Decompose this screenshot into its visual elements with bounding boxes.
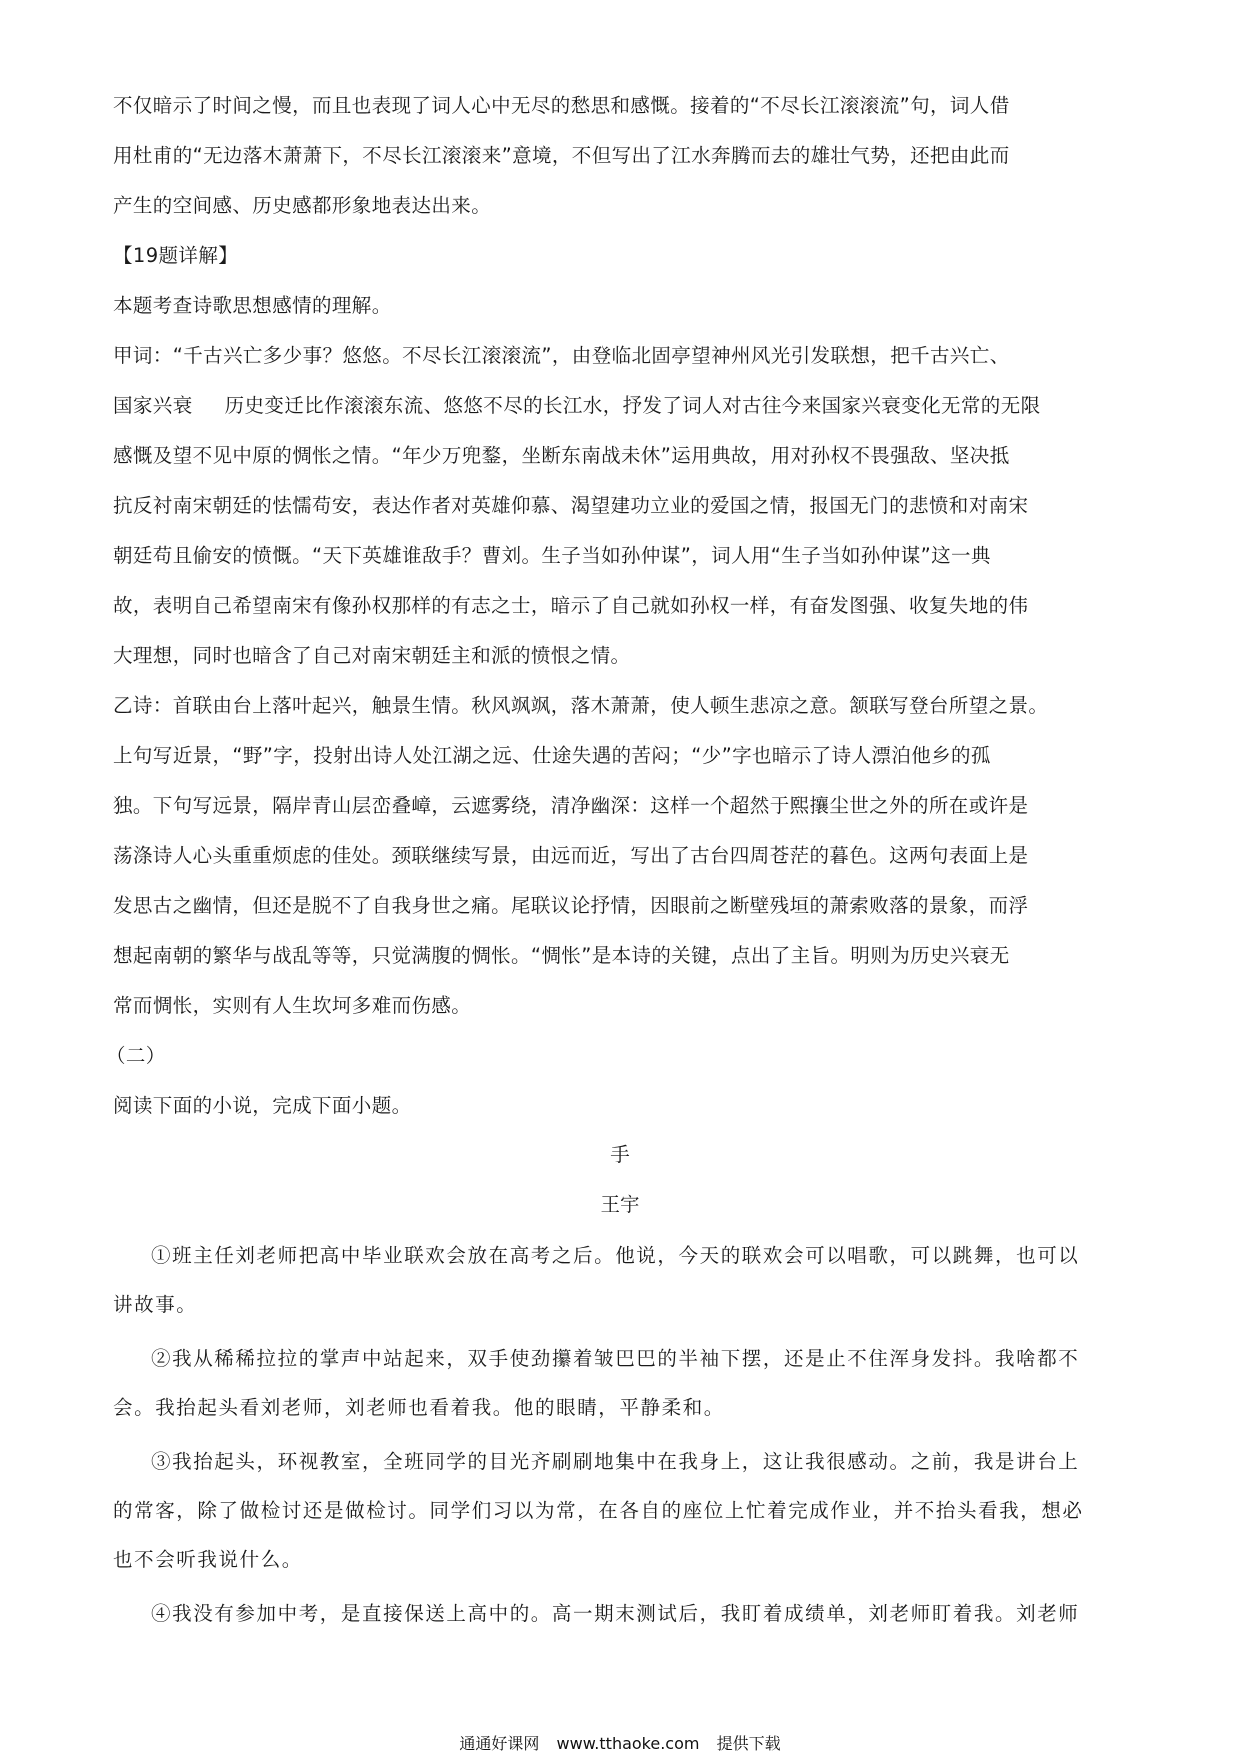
text-line: 常而惆怅，实则有人生坎坷多难而伤感。 <box>113 994 472 1017</box>
text-line: 乙诗：首联由台上落叶起兴，触景生情。秋风飒飒，落木萧萧，使人顿生悲凉之意。颔联写登台所望之景。 <box>113 694 1049 717</box>
story-title: 手 <box>610 1143 630 1166</box>
text-line: ④我没有参加中考，是直接保送上高中的。高一期末测试后，我盯着成绩单，刘老师盯着我。刘老师 <box>151 1602 1080 1625</box>
yi-analysis <box>113 681 1123 1031</box>
footer-site-name: 通通好课网 <box>459 1734 540 1753</box>
text-line: 抗反衬南宋朝廷的怯懦苟安，表达作者对英雄仰慕、渴望建功立业的爱国之情，报国无门的悲愤和对南宋 <box>113 494 1029 517</box>
text-line: 大理想，同时也暗含了自己对南宋朝廷主和派的愤恨之情。 <box>113 644 631 667</box>
text-line: 产生的空间感、历史感都形象地表达出来。 <box>113 194 492 217</box>
text-line: ①班主任刘老师把高中毕业联欢会放在高考之后。他说，今天的联欢会可以唱歌，可以跳舞，也可以 <box>151 1244 1080 1267</box>
story-author: 王宇 <box>600 1193 640 1216</box>
text-line: 发思古之幽情，但还是脱不了自我身世之痛。尾联议论抒情，因眼前之断壁残垣的萧索败落的景象，而浮 <box>113 894 1029 917</box>
footer-url-link[interactable]: www.tthaoke.com <box>556 1734 700 1753</box>
text-line: 独。下句写远景，隔岸青山层峦叠嶂，云遮雾绕，清净幽深：这样一个超然于熙攘尘世之外的所在或许是 <box>113 794 1029 817</box>
q19-heading: 【19题详解】 <box>113 244 239 267</box>
story-body <box>113 1231 1123 1638</box>
section2-heading-block <box>106 1031 1116 1081</box>
text-line: 想起南朝的繁华与战乱等等，只觉满腹的惆怅。“惆怅”是本诗的关键，点出了主旨。明则为历史兴衰无 <box>113 944 1010 967</box>
text-line: 不仅暗示了时间之慢，而且也表现了词人心中无尽的愁思和感慨。接着的“不尽长江滚滚流”句，词人借 <box>113 94 1010 117</box>
story-paragraph <box>113 1589 1123 1638</box>
text-line: 感慨及望不见中原的惆怅之情。“年少万兜鍪，坐断东南战未休”运用典故，用对孙权不畏强敌、坚决抵 <box>113 444 1010 467</box>
text-line: 朝廷苟且偷安的愤慨。“天下英雄谁敌手？曹刘。生子当如孙仲谋”，词人用“生子当如孙仲谋”这一典 <box>113 544 991 567</box>
footer-note: 提供下载 <box>716 1734 781 1753</box>
q19-heading-block <box>113 231 1123 331</box>
text-line: 讲故事。 <box>113 1293 198 1316</box>
jia-analysis <box>113 331 1123 681</box>
text-line: 故，表明自己希望南宋有像孙权那样的有志之士，暗示了自己就如孙权一样，有奋发图强、收复失地的伟 <box>113 594 1029 617</box>
text-line: ②我从稀稀拉拉的掌声中站起来，双手使劲攥着皱巴巴的半袖下摆，还是止不住浑身发抖。我啥都不 <box>151 1347 1080 1370</box>
text-line: ③我抬起头，环视教室，全班同学的目光齐刷刷地集中在我身上，这让我很感动。之前，我是讲台上 <box>151 1450 1080 1473</box>
text-line: 用杜甫的“无边落木萧萧下，不尽长江滚滚来”意境，不但写出了江水奔腾而去的雄壮气势，还把由此而 <box>113 144 1010 167</box>
intro-paragraph <box>113 81 1123 231</box>
text-line: 的常客，除了做检讨还是做检讨。同学们习以为常，在各自的座位上忙着完成作业，并不抬头看我，想必 <box>113 1499 1084 1522</box>
page-footer <box>0 1731 1240 1754</box>
text-line: 甲词：“千古兴亡多少事？悠悠。不尽长江滚滚流”，由登临北固亭望神州风光引发联想，把千古兴亡、 <box>113 344 1010 367</box>
text-line: 会。我抬起头看刘老师，刘老师也看着我。他的眼睛，平静柔和。 <box>113 1396 725 1419</box>
text-fragment: 历史变迁比作滚滚东流、悠悠不尽的长江水，抒发了词人对古往今来国家兴衰变化无常的无限 <box>224 394 1041 417</box>
section-heading: （二） <box>106 1044 166 1067</box>
story-paragraph <box>113 1231 1123 1329</box>
text-line: 上句写近景，“野”字，投射出诗人处江湖之远、仕途失遇的苦闷；“少”字也暗示了诗人漂泊他乡的孤 <box>113 744 991 767</box>
text-line: 荡涤诗人心头重重烦虑的佳处。颈联继续写景，由远而近，写出了古台四周苍茫的暮色。这两句表面上是 <box>113 844 1029 867</box>
text-line: 也不会听我说什么。 <box>113 1548 303 1571</box>
text-line <box>113 381 1123 431</box>
section-instruction: 阅读下面的小说，完成下面小题。 <box>113 1094 412 1117</box>
q19-intro: 本题考查诗歌思想感情的理解。 <box>113 294 392 317</box>
text-fragment: 国家兴衰 <box>113 394 193 417</box>
story-paragraph <box>113 1437 1123 1584</box>
story-paragraph <box>113 1334 1123 1432</box>
section2-instruction-block <box>113 1081 1123 1131</box>
